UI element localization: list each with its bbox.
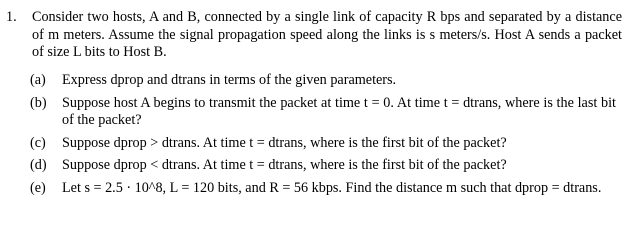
part-a-text: Express dprop and dtrans in terms of the given parameters. xyxy=(62,72,397,88)
problem-1 xyxy=(6,9,622,62)
problem-number: 1. xyxy=(6,9,17,25)
problem-intro: Consider two hosts, A and B, connected by a single link of capacity R bps and separated by a distance of m meters. Assume the signal propagation speed along the links is s meters/s. Host A sends a packet of size L bits to Host B. xyxy=(32,9,622,60)
part-c-text: Suppose dprop > dtrans. At time t = dtrans, where is the first bit of the packet? xyxy=(62,134,507,151)
part-b-label: (b) xyxy=(30,94,47,111)
problem-parts xyxy=(30,72,616,202)
part-a xyxy=(30,72,616,90)
part-d-label: (d) xyxy=(30,157,47,173)
part-a-label: (a) xyxy=(30,72,46,88)
part-c xyxy=(30,135,616,153)
part-e-label: (e) xyxy=(30,179,46,196)
part-b-text: Suppose host A begins to transmit the packet at time t = 0. At time t = dtrans, where is the last bit of the packet? xyxy=(62,94,616,128)
part-d-text: Suppose dprop < dtrans. At time t = dtrans, where is the first bit of the packet? xyxy=(62,157,507,173)
part-c-label: (c) xyxy=(30,134,46,151)
part-d xyxy=(30,157,616,175)
part-b xyxy=(30,95,616,130)
part-e-text: Let s = 2.5 · 10^8, L = 120 bits, and R = 56 kbps. Find the distance m such that dprop = dtrans. xyxy=(62,179,602,196)
part-e xyxy=(30,180,616,198)
